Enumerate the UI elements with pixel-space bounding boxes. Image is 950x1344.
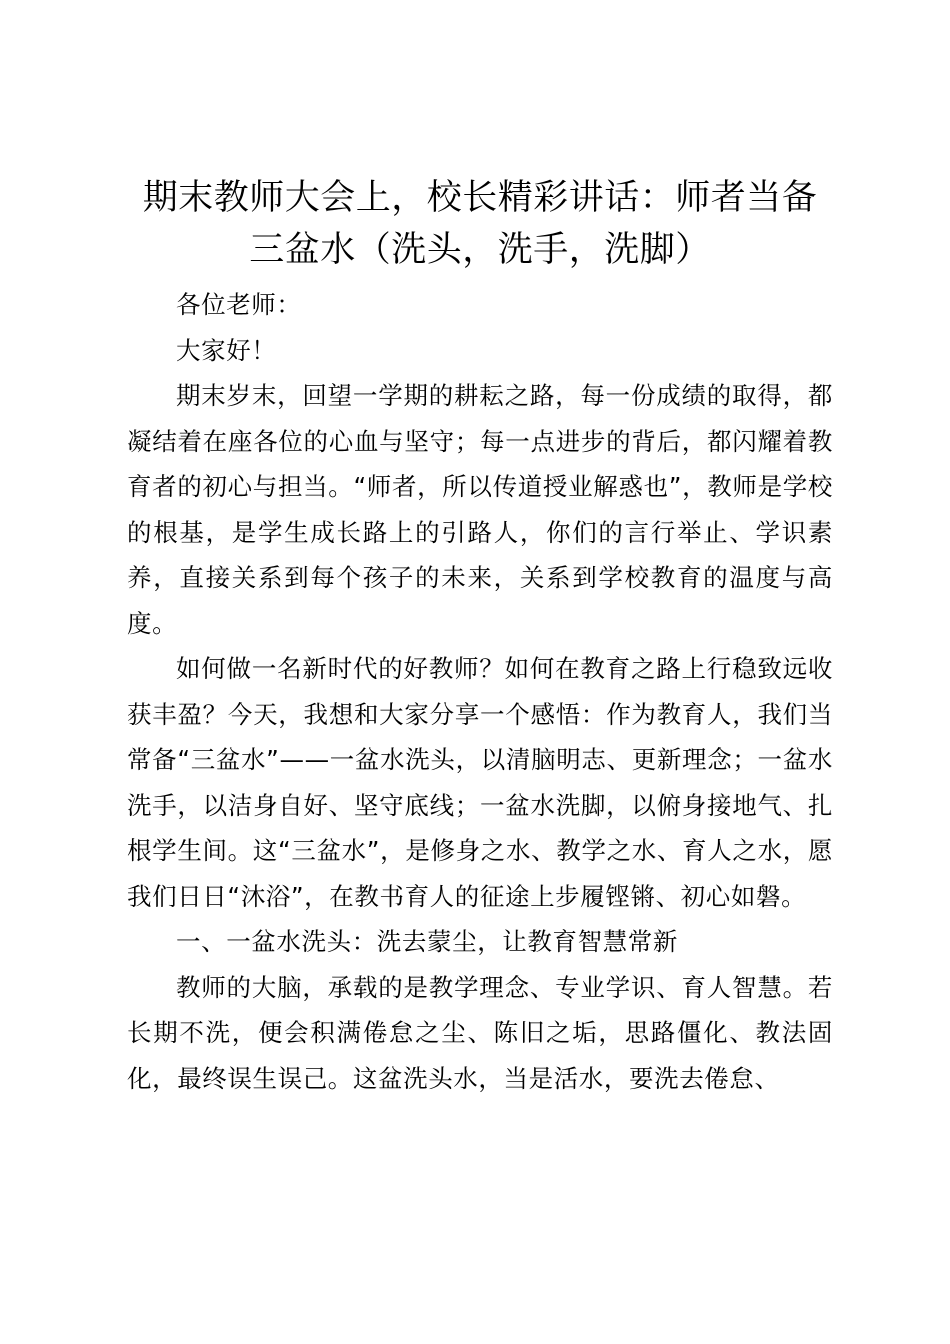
body-paragraph: 期末岁末，回望一学期的耕耘之路，每一份成绩的取得，都凝结着在座各位的心血与坚守；每一点进步的背后，都闪耀着教育者的初心与担当。“师者，所以传道授业解惑也”，教师是学校的根基，是学生成长路上的引路人，你们的言行举止、学识素养，直接关系到每个孩子的未来，关系到学校教育的温度与高度。	[127, 381, 833, 638]
body-paragraph: 如何做一名新时代的好教师？如何在教育之路上行稳致远收获丰盈？今天，我想和大家分享一个感悟：作为教育人，我们当常备“三盆水”——一盆水洗头，以清脑明志、更新理念；一盆水洗手，以洁身自好、坚守底线；一盆水洗脚，以俯身接地气、扎根学生间。这“三盆水”，是修身之水、教学之水、育人之水，愿我们日日“沐浴”，在教书育人的征途上步履铿锵、初心如磐。	[127, 654, 833, 911]
document-title: 期末教师大会上，校长精彩讲话：师者当备三盆水（洗头，洗手，洗脚）	[142, 178, 818, 270]
salutation: 各位老师：	[176, 290, 302, 319]
document-body	[127, 172, 833, 1101]
body-paragraph: 教师的大脑，承载的是教学理念、专业学识、育人智慧。若长期不洗，便会积满倦怠之尘、陈旧之垢，思路僵化、教法固化，最终误生误己。这盆洗头水，当是活水，要洗去倦怠、	[127, 972, 833, 1093]
section-heading: 一、一盆水洗头：洗去蒙尘，让教育智慧常新	[176, 927, 678, 956]
greeting: 大家好！	[176, 335, 277, 365]
